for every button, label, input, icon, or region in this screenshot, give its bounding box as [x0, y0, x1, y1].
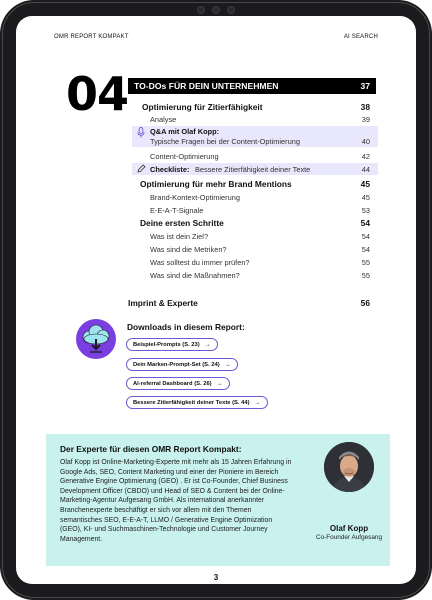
download-button-beispiel-prompts[interactable] — [126, 338, 218, 351]
chapter-number: 04 — [66, 67, 129, 121]
toc-item-page: 53 — [361, 206, 370, 215]
toc-item[interactable]: Was sind die Maßnahmen? — [150, 271, 240, 280]
toc-section-page: 54 — [360, 218, 370, 228]
toc-item-checklist[interactable]: Bessere Zitierfähigkeit deiner Texte — [195, 165, 311, 174]
toc-item-page: 55 — [361, 258, 370, 267]
download-button-label: AI-referral Dashboard (S. 26) — [133, 380, 212, 387]
toc-item-page: 40 — [361, 137, 370, 146]
arrow-right-icon: → — [224, 361, 231, 368]
toc-item-page: 55 — [361, 271, 370, 280]
toc-item-checklist-label[interactable]: Checkliste: — [150, 165, 190, 174]
pencil-icon — [137, 164, 146, 173]
expert-box — [46, 434, 390, 566]
arrow-right-icon: → — [254, 399, 261, 406]
toc-section-title[interactable]: Optimierung für Zitierfähigkeit — [142, 102, 263, 112]
toc-imprint-page: 56 — [360, 298, 370, 308]
download-button-zitierfaehigkeit[interactable] — [126, 396, 268, 409]
toc-item[interactable]: Analyse — [150, 115, 177, 124]
header-right: AI SEARCH — [343, 34, 378, 40]
toc-section-page: 45 — [360, 179, 370, 189]
download-button-label: Dein Marken-Prompt-Set (S. 24) — [133, 361, 220, 368]
toc-item-qa-label[interactable]: Q&A mit Olaf Kopp: — [150, 127, 220, 136]
toc-item-page: 45 — [361, 193, 370, 202]
expert-title: Der Experte für diesen OMR Report Kompakt: — [60, 444, 242, 454]
chapter-page: 37 — [360, 81, 370, 91]
camera-icon — [182, 6, 250, 14]
toc-item[interactable]: Was ist dein Ziel? — [150, 232, 209, 241]
toc-item[interactable]: E-E-A-T-Signale — [150, 206, 204, 215]
toc-item-page: 54 — [361, 245, 370, 254]
page-number: 3 — [213, 573, 219, 582]
header-left: OMR REPORT KOMPAKT — [54, 34, 129, 40]
expert-portrait — [324, 442, 374, 492]
toc-section-page: 38 — [360, 102, 370, 112]
toc-item-page: 42 — [361, 152, 370, 161]
toc-item-page: 39 — [361, 115, 370, 124]
toc-item-page: 54 — [361, 232, 370, 241]
download-button-ai-referral-dashboard[interactable] — [126, 377, 230, 390]
toc-item[interactable]: Was sind die Metriken? — [150, 245, 227, 254]
download-button-label: Bessere Zitierfähigkeit deiner Texte (S. 44) — [133, 399, 250, 406]
arrow-right-icon: → — [216, 380, 223, 387]
toc-item[interactable]: Brand-Kontext-Optimierung — [150, 193, 240, 202]
toc-item-page: 44 — [361, 165, 370, 174]
toc-section-title[interactable]: Optimierung für mehr Brand Mentions — [140, 179, 292, 189]
expert-name: Olaf Kopp — [329, 524, 369, 533]
toc-item-qa[interactable]: Typische Fragen bei der Content-Optimierung — [150, 137, 300, 146]
document-page — [16, 16, 416, 584]
downloads-title: Downloads in diesem Report: — [127, 322, 245, 332]
toc-item[interactable]: Was solltest du immer prüfen? — [150, 258, 250, 267]
download-button-marken-prompt-set[interactable] — [126, 358, 238, 371]
chapter-title-bar[interactable] — [128, 78, 376, 94]
toc-imprint-title[interactable]: Imprint & Experte — [128, 298, 198, 308]
toc-item[interactable]: Content-Optimierung — [150, 152, 219, 161]
cloud-download-icon — [76, 319, 116, 359]
microphone-icon — [137, 127, 145, 138]
chapter-title: TO-DOs FÜR DEIN UNTERNEHMEN — [134, 81, 279, 91]
expert-role: Co-Founder Aufgesang — [315, 534, 383, 541]
download-button-label: Beispiel-Prompts (S. 23) — [133, 341, 200, 348]
arrow-right-icon: → — [204, 341, 211, 348]
expert-bio: Olaf Kopp ist Online-Marketing-Experte mit mehr als 15 Jahren Erfahrung in Google Ads, SEO, Content Marketing und einer der Pioniere im Bereich Generative Engine Optimierung (GEO) . Er ist Co-Founder, Chief Business Development Officer (CBDO) und Head of SEO & Content bei der Online-Marketing-Agentur Aufgesang GmbH. Als international anerkannter Branchenexperte beschäftigt er sich vor allem mit den Themen semantisches SEO, E-E-A-T, LLMO / Generative Engine Optimization (GEO), KI- und Suchmaschinen-Technologie und Customer Journey Management. — [60, 459, 292, 543]
toc-section-title[interactable]: Deine ersten Schritte — [140, 218, 224, 228]
